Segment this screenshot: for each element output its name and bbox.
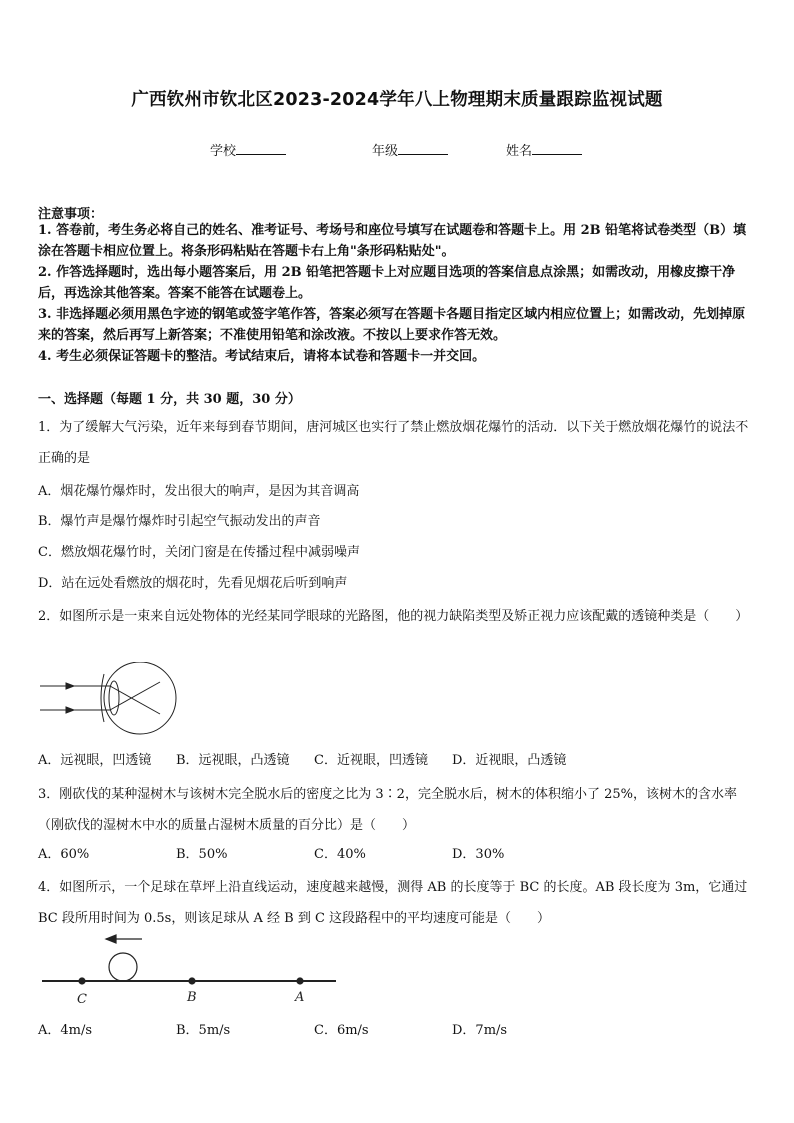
name-blank[interactable]: [532, 142, 582, 155]
notice-item-3: 3. 非选择题必须用黑色字迹的钢笔或签字笔作答，答案必须写在答题卡各题目指定区域内相应位置上；如需改动，先划掉原来的答案，然后再写上新答案；不准使用铅笔和涂改液。不按以上要求作答无效。: [38, 307, 746, 343]
section-heading: 一、选择题（每题 1 分，共 30 题，30 分）: [38, 392, 301, 407]
label-c: C: [77, 992, 87, 1006]
q4-stem: 4．如图所示，一个足球在草坪上沿直线运动，速度越来越慢，测得 AB 的长度等于 BC 的长度。AB 段长度为 3m，它通过 BC 段所用时间为 0.5s，则该足球从 A 经 B 到 C 这段路程中的平均速度可能是（ ）: [38, 880, 748, 926]
eyeball: [104, 662, 176, 734]
notice-item-4: 4. 考生必须保证答题卡的整洁。考试结束后，请将本试卷和答题卡一并交回。: [38, 349, 486, 364]
notice-heading: 注意事项：: [38, 207, 104, 222]
q4-option-d[interactable]: D．7m/s: [452, 1023, 508, 1038]
football: [109, 953, 137, 981]
q3-option-a[interactable]: A．60%: [38, 847, 90, 862]
football-diagram: [40, 930, 340, 1006]
q3-option-c[interactable]: C．40%: [314, 847, 366, 862]
ray-arrow-bottom: [66, 707, 74, 713]
q2-option-c[interactable]: C．近视眼，凹透镜: [314, 753, 428, 768]
q1-option-b[interactable]: B．爆竹声是爆竹爆炸时引起空气振动发出的声音: [38, 514, 321, 529]
name-field[interactable]: [506, 140, 582, 159]
grade-blank[interactable]: [398, 142, 448, 155]
q2-option-d[interactable]: D．近视眼，凸透镜: [452, 753, 567, 768]
q3-stem: 3．刚砍伐的某种湿树木与该树木完全脱水后的密度之比为 3∶2，完全脱水后，树木的体积缩小了 25%，该树木的含水率（刚砍伐的湿树木中水的质量占湿树木质量的百分比）是（ ）: [38, 787, 737, 833]
grade-label: 年级: [372, 144, 399, 159]
grade-field[interactable]: [372, 140, 448, 159]
point-a: [297, 978, 303, 984]
q1-stem: 1．为了缓解大气污染，近年来每到春节期间，唐河城区也实行了禁止燃放烟花爆竹的活动．以下关于燃放烟花爆竹的说法不正确的是: [38, 420, 749, 466]
notice-item-2: 2. 作答选择题时，选出每小题答案后，用 2B 铅笔把答题卡上对应题目选项的答案信息点涂黑；如需改动，用橡皮擦干净后，再选涂其他答案。答案不能答在试题卷上。: [38, 265, 736, 301]
notice-item-1: 1. 答卷前，考生务必将自己的姓名、准考证号、考场号和座位号填写在试题卷和答题卡上。用 2B 铅笔将试卷类型（B）填涂在答题卡相应位置上。将条形码粘贴在答题卡右上角"条形码粘贴处"。: [38, 223, 747, 259]
school-field[interactable]: [210, 140, 286, 159]
q3-option-b[interactable]: B．50%: [176, 847, 228, 862]
page-title: 广西钦州市钦北区2023-2024学年八上物理期末质量跟踪监视试题: [131, 90, 663, 110]
q2-option-a[interactable]: A．远视眼，凹透镜: [38, 753, 152, 768]
q2-option-b[interactable]: B．远视眼，凸透镜: [176, 753, 290, 768]
q4-option-b[interactable]: B．5m/s: [176, 1023, 231, 1038]
q1-option-c[interactable]: C．燃放烟花爆竹时，关闭门窗是在传播过程中减弱噪声: [38, 545, 360, 560]
q1-option-a[interactable]: A．烟花爆竹爆炸时，发出很大的响声，是因为其音调高: [38, 484, 360, 499]
q1-option-d[interactable]: D．站在远处看燃放的烟花时，先看见烟花后听到响声: [38, 576, 348, 591]
school-blank[interactable]: [236, 142, 286, 155]
name-label: 姓名: [506, 144, 533, 159]
q4-option-c[interactable]: C．6m/s: [314, 1023, 369, 1038]
label-a: A: [295, 990, 305, 1005]
motion-arrow-head: [106, 935, 116, 943]
q4-option-a[interactable]: A．4m/s: [38, 1023, 93, 1038]
point-c: [79, 978, 85, 984]
ray-arrow-top: [66, 683, 74, 689]
eye-lens: [109, 681, 119, 715]
q2-stem: 2．如图所示是一束来自远处物体的光经某同学眼球的光路图，他的视力缺陷类型及矫正视力应该配戴的透镜种类是（ ）: [38, 609, 749, 624]
q3-option-d[interactable]: D．30%: [452, 847, 505, 862]
eye-diagram: [40, 662, 180, 742]
label-b: B: [187, 990, 197, 1005]
point-b: [189, 978, 195, 984]
school-label: 学校: [210, 144, 237, 159]
